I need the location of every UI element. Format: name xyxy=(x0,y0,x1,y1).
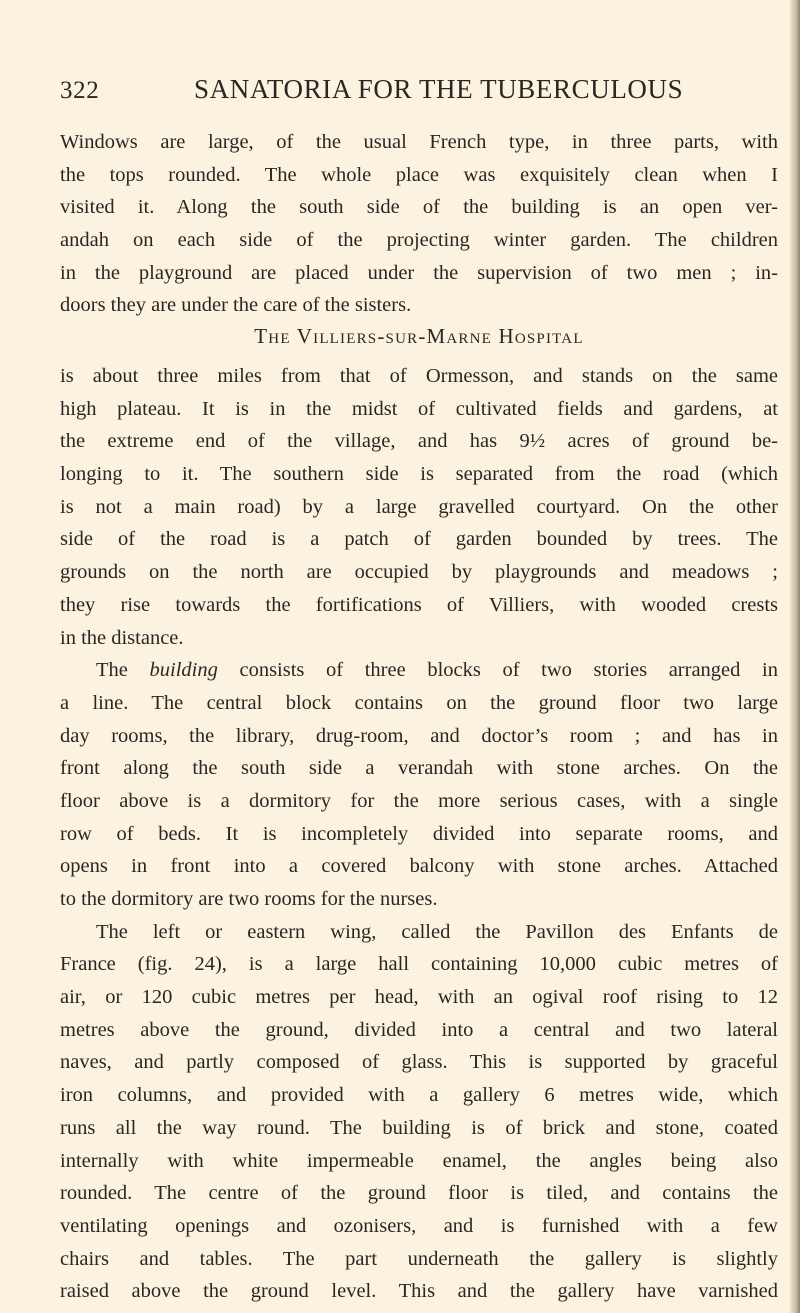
text-line: Windows are large, of the usual French type, in three parts, with xyxy=(60,131,778,153)
text-line: they rise towards the fortifications of Villiers, with wooded crests xyxy=(60,593,778,616)
text-line: andah on each side of the projecting winter garden. The children xyxy=(60,229,778,252)
text-line: a line. The central block contains on the ground floor two large xyxy=(60,691,778,714)
page-number: 322 xyxy=(60,77,100,104)
text-line: the extreme end of the village, and has 9½ acres of ground be- xyxy=(60,430,778,453)
text-line: raised above the ground level. This and the gallery have varnished xyxy=(60,1280,778,1303)
text-line: grounds on the north are occupied by playgrounds and meadows ; xyxy=(60,561,778,584)
text-line: high plateau. It is in the midst of cultivated fields and gardens, at xyxy=(60,397,778,420)
text-line: in the playground are placed under the supervision of two men ; in- xyxy=(60,261,778,284)
text-line: iron columns, and provided with a gallery 6 metres wide, which xyxy=(60,1084,778,1107)
text-line: The left or eastern wing, called the Pavillon des Enfants de xyxy=(96,920,778,943)
running-header xyxy=(60,74,760,114)
text-line: doors they are under the care of the sisters. xyxy=(60,294,412,317)
page-edge-shadow xyxy=(790,0,800,1313)
text-run: The xyxy=(96,659,150,682)
text-line: opens in front into a covered balcony with stone arches. Attached xyxy=(60,855,778,878)
text-line: internally with white impermeable enamel, the angles being also xyxy=(60,1149,778,1172)
text-line: longing to it. The southern side is separated from the road (which xyxy=(60,463,778,486)
text-line: metres above the ground, divided into a central and two lateral xyxy=(60,1018,778,1041)
text-line: front along the south side a verandah with stone arches. On the xyxy=(60,757,778,780)
text-line: is about three miles from that of Ormesson, and stands on the same xyxy=(60,365,778,387)
text-line: France (fig. 24), is a large hall containing 10,000 cubic metres of xyxy=(60,953,778,976)
paragraph-windows xyxy=(60,126,778,322)
text-line: the tops rounded. The whole place was exquisitely clean when I xyxy=(60,163,778,186)
text-line xyxy=(60,654,778,687)
text-run: consists of three blocks of two stories arranged in xyxy=(217,659,778,682)
text-line: ventilating openings and ozonisers, and is furnished with a few xyxy=(60,1214,778,1237)
text-line: naves, and partly composed of glass. This is supported by graceful xyxy=(60,1051,778,1074)
text-line: air, or 120 cubic metres per head, with an ogival roof rising to 12 xyxy=(60,986,778,1009)
main-text xyxy=(60,360,778,1308)
text-line: visited it. Along the south side of the building is an open ver- xyxy=(60,196,778,219)
italic-term: building xyxy=(149,659,218,682)
text-line: floor above is a dormitory for the more serious cases, with a single xyxy=(60,789,778,812)
text-line: rounded. The centre of the ground floor is tiled, and contains the xyxy=(60,1182,778,1205)
text-line: is not a main road) by a large gravelled courtyard. On the other xyxy=(60,495,778,518)
text-line: runs all the way round. The building is of brick and stone, coated xyxy=(60,1116,778,1139)
section-heading: The Villiers-sur-Marne Hospital xyxy=(254,324,584,348)
text-line: day rooms, the library, drug-room, and doctor’s room ; and has in xyxy=(60,724,778,747)
text-line: to the dormitory are two rooms for the nurses. xyxy=(60,888,438,910)
text-line: chairs and tables. The part underneath the gallery is slightly xyxy=(60,1247,778,1270)
text-line: side of the road is a patch of garden bounded by trees. The xyxy=(60,528,778,551)
text-line: row of beds. It is incompletely divided into separate rooms, and xyxy=(60,822,778,845)
text-line: in the distance. xyxy=(60,626,184,649)
running-title: SANATORIA FOR THE TUBERCULOUS xyxy=(194,74,684,104)
